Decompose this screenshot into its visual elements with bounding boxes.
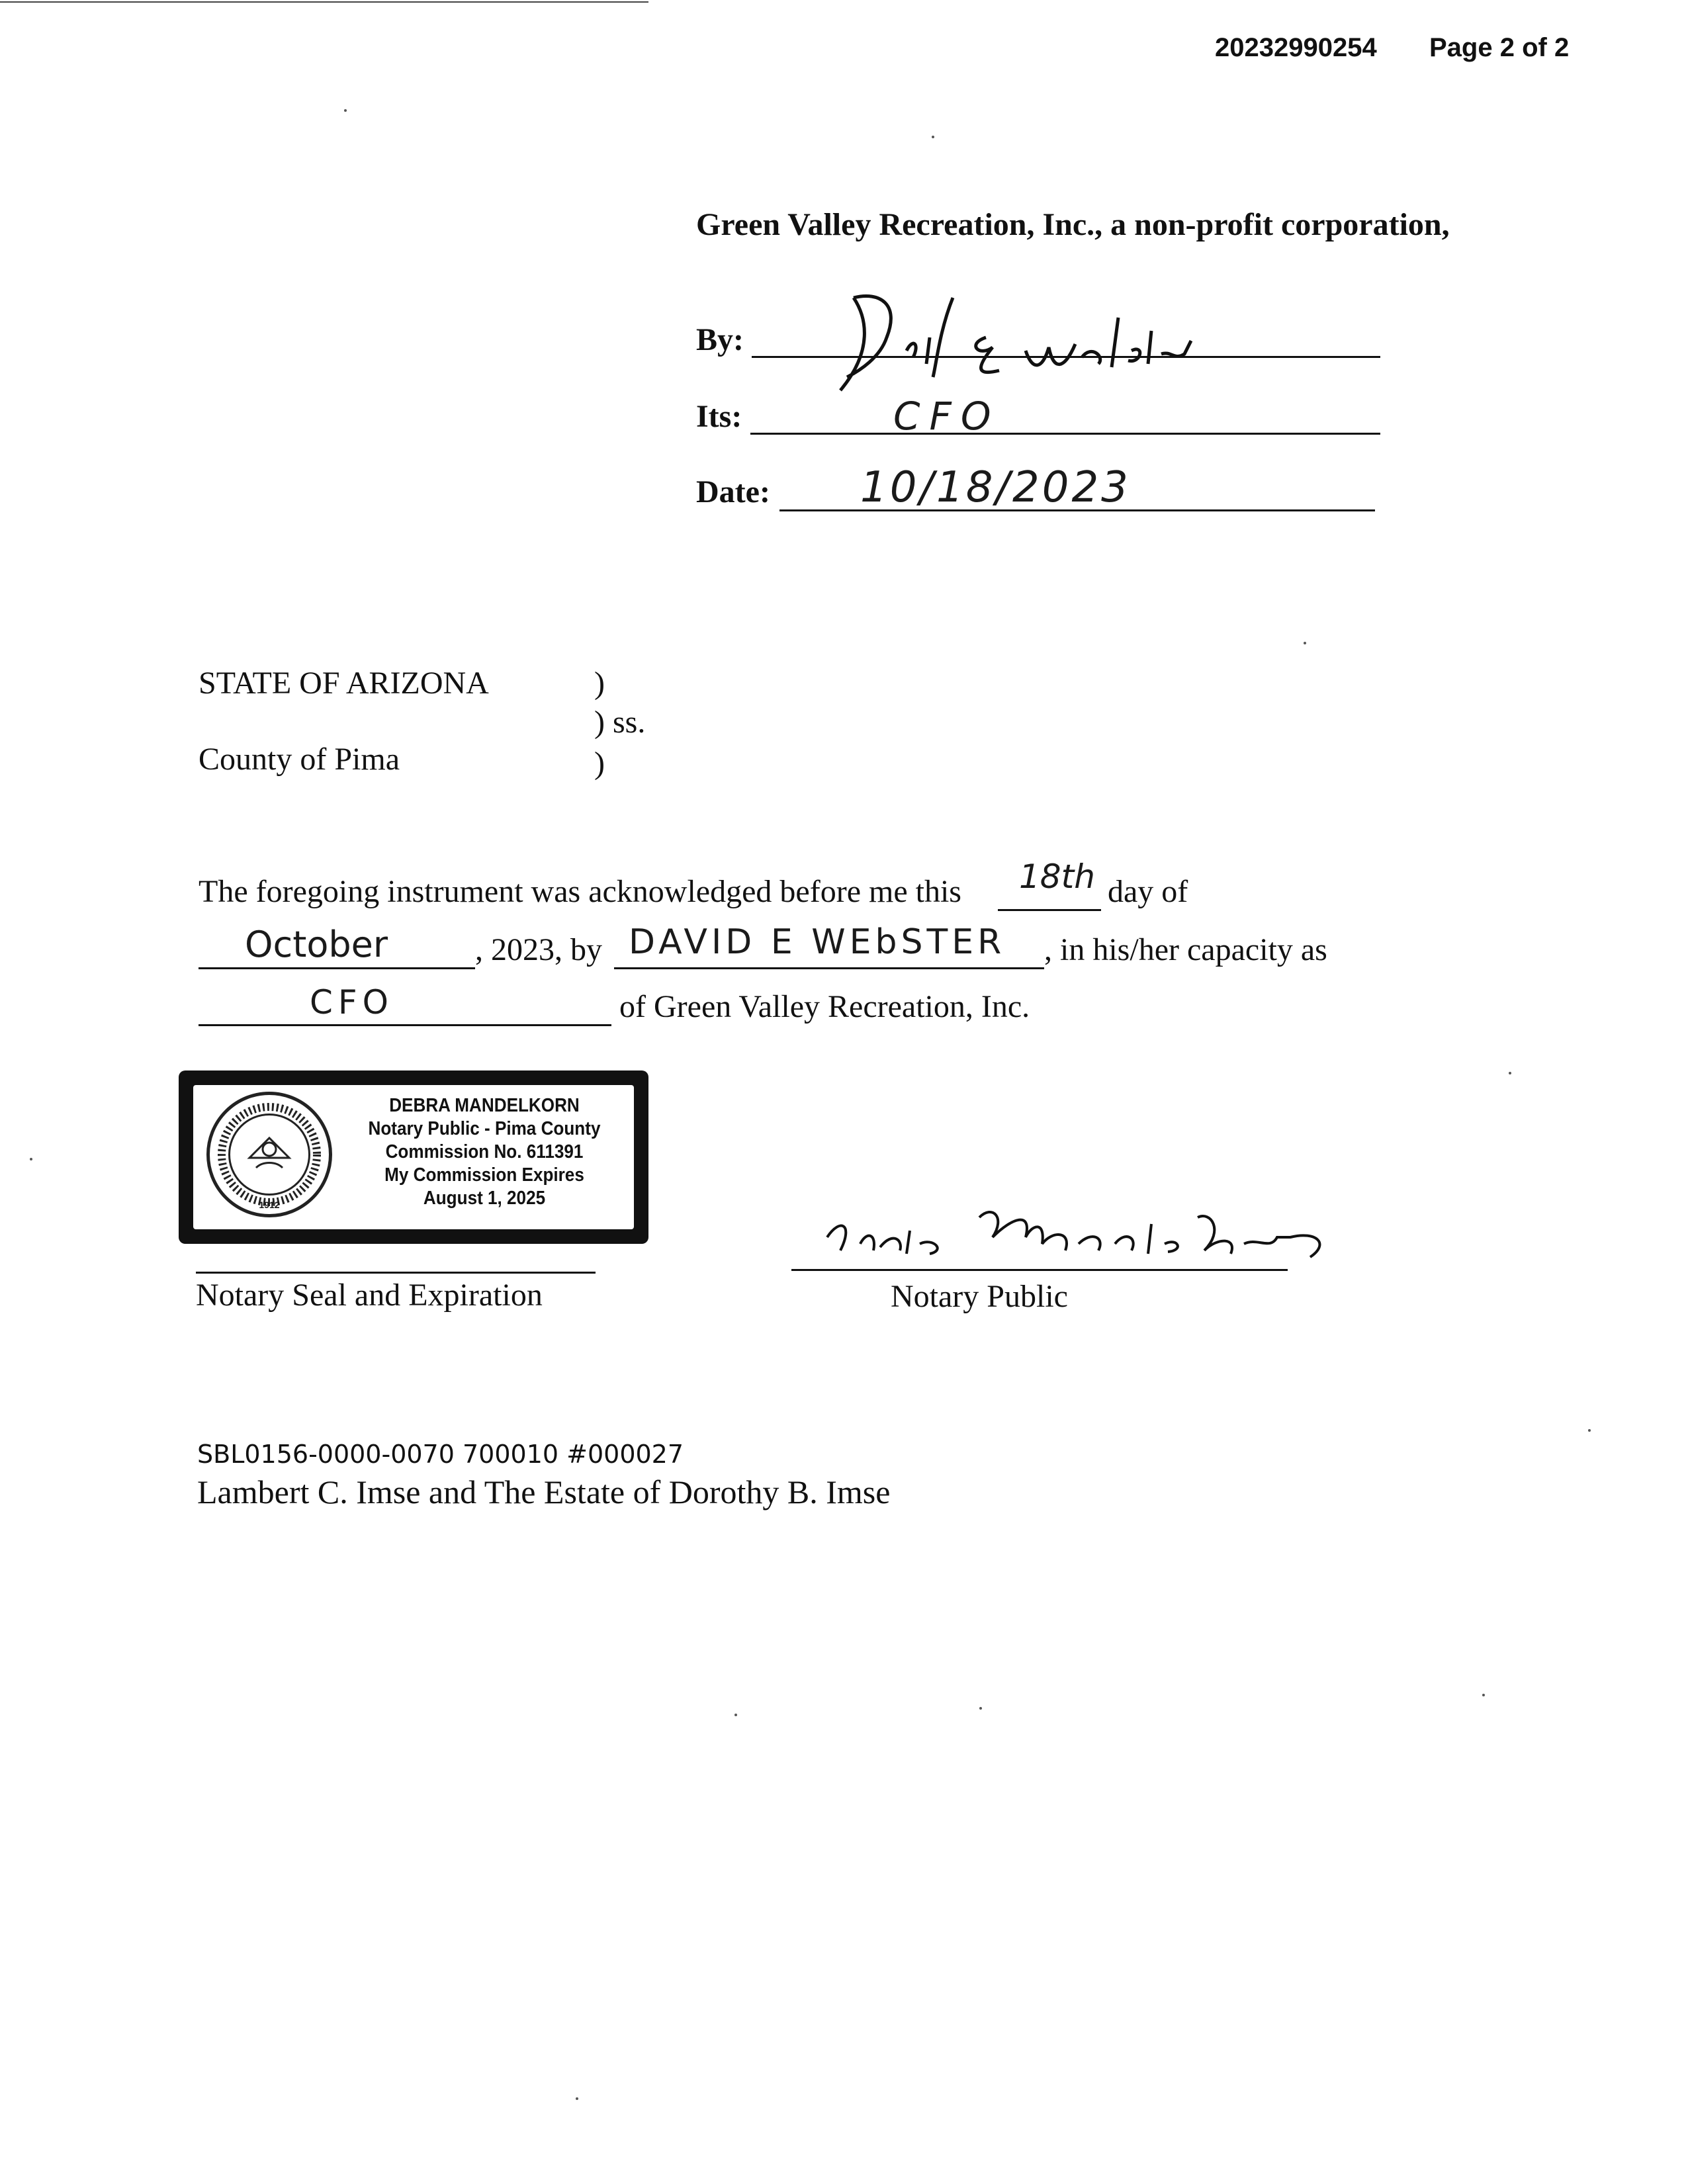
parcel-reference: SBL0156-0000-0070 700010 #000027 [197, 1440, 684, 1469]
stamp-notary-name: DEBRA MANDELKORN [389, 1095, 580, 1116]
ack-line1-text: The foregoing instrument was acknowledged before me this [199, 874, 961, 909]
venue-paren-ss: ) ss. [594, 705, 646, 740]
arizona-state-seal-icon [206, 1092, 332, 1217]
handwritten-signature-icon [814, 1191, 1356, 1284]
its-line [750, 433, 1380, 435]
by-label: By: [696, 322, 744, 357]
handwritten-signature-icon [814, 278, 1224, 410]
ack-line2-post: , in his/her capacity as [1044, 932, 1327, 967]
date-value: 10/18/2023 [860, 463, 1131, 512]
day-value: 18th [1019, 857, 1095, 896]
signer-value: DAVID E WEbSTER [629, 922, 1006, 962]
seal-caption: Notary Seal and Expiration [196, 1278, 543, 1313]
top-scan-edge [0, 1, 648, 3]
stamp-commission-number: Commission No. 611391 [385, 1141, 584, 1162]
entity-name: Green Valley Recreation, Inc., a non-profit corporation, [696, 207, 1450, 242]
scan-speck [1304, 642, 1306, 644]
stamp-expires-date: August 1, 2025 [423, 1188, 546, 1209]
scan-speck [30, 1158, 32, 1160]
scan-speck [1482, 1694, 1485, 1696]
ack-line3-post: of Green Valley Recreation, Inc. [619, 989, 1030, 1024]
scan-speck [734, 1714, 737, 1716]
stamp-text-block [359, 1094, 609, 1210]
date-label: Date: [696, 474, 770, 509]
day-line [998, 909, 1101, 911]
seal-year: 1912 [259, 1200, 280, 1210]
notary-caption: Notary Public [891, 1279, 1068, 1314]
scan-speck [344, 109, 347, 112]
page-label: Page 2 of 2 [1429, 33, 1570, 62]
its-value: CFO [893, 394, 1000, 439]
property-owners: Lambert C. Imse and The Estate of Dorothy B. Imse [197, 1473, 891, 1510]
venue-paren-bottom: ) [594, 746, 605, 781]
scan-speck [932, 136, 934, 138]
ack-line1-post: day of [1108, 874, 1188, 909]
venue-paren-top: ) [594, 666, 605, 701]
scan-speck [1509, 1072, 1511, 1074]
notary-stamp [179, 1070, 648, 1244]
month-value: October [245, 924, 388, 965]
its-label: Its: [696, 399, 742, 434]
document-number: 20232990254 [1215, 33, 1377, 62]
by-signature [814, 278, 1224, 414]
month-line [199, 967, 475, 969]
capacity-value: CFO [310, 983, 394, 1022]
stamp-expires-label: My Commission Expires [384, 1164, 584, 1186]
stamp-notary-title: Notary Public - Pima County [368, 1118, 601, 1139]
venue-state: STATE OF ARIZONA [199, 666, 489, 701]
venue-county: County of Pima [199, 742, 400, 777]
signer-line [614, 967, 1044, 969]
capacity-line [199, 1024, 611, 1026]
scan-speck [979, 1707, 982, 1710]
notary-signature [814, 1191, 1356, 1287]
seal-caption-line [196, 1272, 596, 1274]
scan-speck [1588, 1429, 1591, 1432]
ack-line2-mid: , 2023, by [475, 932, 602, 967]
scan-speck [576, 2097, 578, 2100]
